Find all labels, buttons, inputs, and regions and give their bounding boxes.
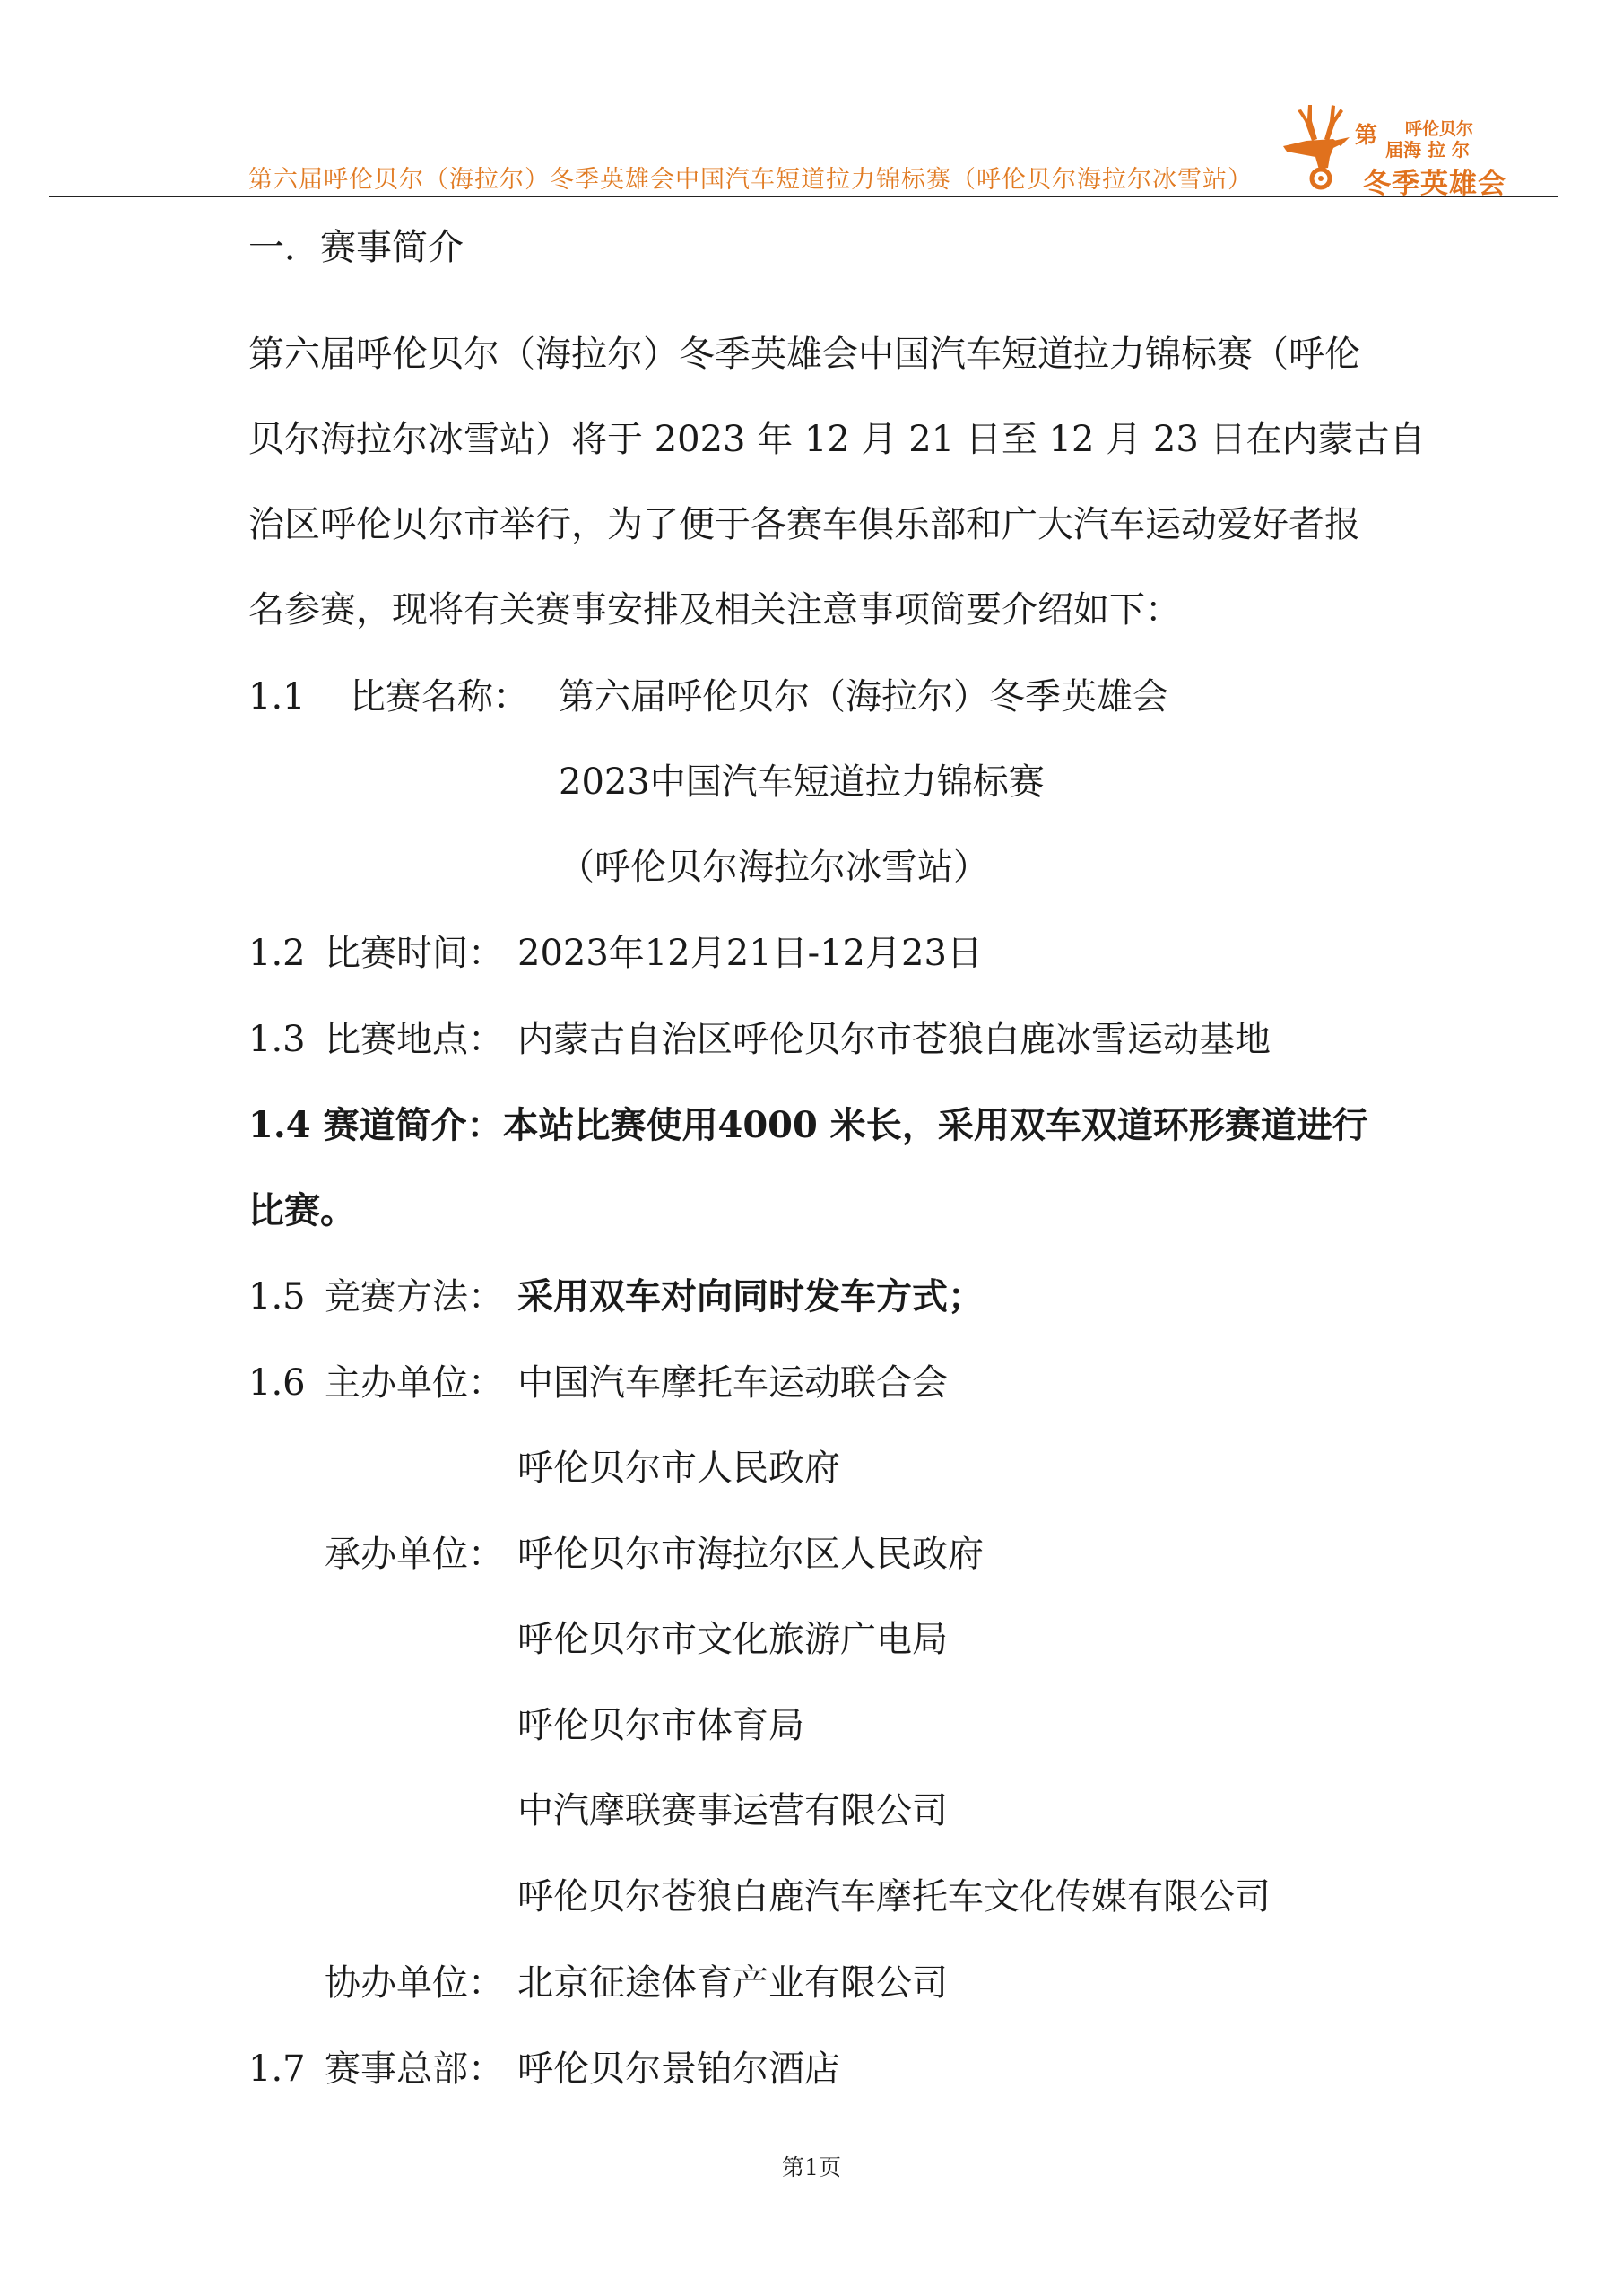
logo-text-event: 冬季英雄会 [1363, 168, 1506, 200]
logo-text-city: 呼伦贝尔 [1405, 119, 1474, 139]
page-number: 第1页 [782, 2154, 841, 2180]
running-header-title: 第六届呼伦贝尔（海拉尔）冬季英雄会中国汽车短道拉力锦标赛（呼伦贝尔海拉尔冰雪站） [248, 166, 1253, 194]
header-rule [49, 196, 1558, 197]
undertaker-2: 呼伦贝尔市文化旅游广电局 [517, 1619, 948, 1660]
logo-text-edition: 届海 拉 尔 [1385, 139, 1470, 161]
intro-line-2: 贝尔海拉尔冰雪站）将于 2023 年 12 月 21 日至 12 月 23 日在内蒙古自 [248, 419, 1426, 460]
intro-line-3: 治区呼伦贝尔市举行，为了便于各赛车俱乐部和广大汽车运动爱好者报 [248, 504, 1360, 545]
event-venue-value: 内蒙古自治区呼伦贝尔市苍狼白鹿冰雪运动基地 [517, 1019, 1271, 1060]
co-organizer-label: 协办单位： [325, 1962, 504, 2004]
item-1-6-number: 1.6 [248, 1362, 306, 1404]
section-heading: 一．赛事简介 [248, 227, 464, 268]
event-time-value: 2023年12月21日-12月23日 [517, 933, 983, 974]
host-label: 主办单位： [325, 1362, 504, 1404]
event-logo [1278, 94, 1506, 200]
undertaker-4: 中汽摩联赛事运营有限公司 [517, 1790, 948, 1831]
item-1-2-number: 1.2 [248, 933, 306, 974]
logo-text-di: 第 [1355, 122, 1378, 148]
competition-method-value: 采用双车对向同时发车方式； [517, 1275, 984, 1318]
host-1: 中国汽车摩托车运动联合会 [517, 1362, 948, 1404]
item-1-2-label: 比赛时间： [325, 933, 504, 974]
event-hq-value: 呼伦贝尔景铂尔酒店 [517, 2048, 840, 2090]
item-1-3-number: 1.3 [248, 1019, 306, 1060]
co-organizer: 北京征途体育产业有限公司 [517, 1962, 948, 2004]
event-name-line-3: （呼伦贝尔海拉尔冰雪站） [559, 847, 989, 888]
item-1-7-number: 1.7 [248, 2048, 306, 2090]
item-1-1-number: 1.1 [248, 676, 306, 718]
undertaker-label: 承办单位： [325, 1534, 504, 1575]
event-name-line-2: 2023中国汽车短道拉力锦标赛 [559, 761, 1045, 803]
intro-line-4: 名参赛，现将有关赛事安排及相关注意事项简要介绍如下： [248, 589, 1181, 631]
undertaker-5: 呼伦贝尔苍狼白鹿汽车摩托车文化传媒有限公司 [517, 1876, 1271, 1918]
item-1-3-label: 比赛地点： [325, 1019, 504, 1060]
intro-line-1: 第六届呼伦贝尔（海拉尔）冬季英雄会中国汽车短道拉力锦标赛（呼伦 [248, 334, 1360, 375]
host-2: 呼伦贝尔市人民政府 [517, 1448, 840, 1489]
event-name-line-1: 第六届呼伦贝尔（海拉尔）冬季英雄会 [559, 676, 1168, 718]
undertaker-3: 呼伦贝尔市体育局 [517, 1705, 804, 1746]
undertaker-1: 呼伦贝尔市海拉尔区人民政府 [517, 1534, 984, 1575]
track-description-line-2: 比赛。 [248, 1189, 356, 1231]
item-1-7-label: 赛事总部： [325, 2048, 504, 2090]
item-1-1-label: 比赛名称： [350, 676, 529, 718]
track-description-line-1: 1.4 赛道简介：本站比赛使用4000 米长，采用双车双道环形赛道进行 [248, 1104, 1368, 1146]
item-1-5-number: 1.5 [248, 1276, 306, 1318]
item-1-5-label: 竞赛方法： [325, 1276, 504, 1318]
